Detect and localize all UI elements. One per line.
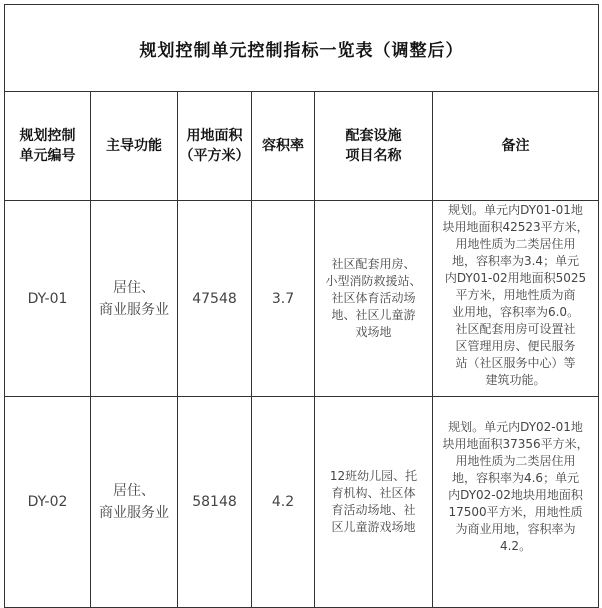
header-area: 用地面积 （平方米） bbox=[178, 92, 252, 201]
header-code: 规划控制 单元编号 bbox=[5, 92, 91, 201]
row-note: 规划。单元内DY02-01地 块用地面积37356平方米， 用地性质为二类居住用 地，容积率为4.6；单元 内DY02-02地块用地面积 17500平方米，用地性质 为商业用地，容积率为 4.2。 bbox=[433, 397, 599, 608]
row-code: DY-02 bbox=[5, 397, 91, 608]
table-title: 规划控制单元控制指标一览表（调整后） bbox=[5, 5, 599, 92]
header-far: 容积率 bbox=[252, 92, 315, 201]
row-area: 58148 bbox=[178, 397, 252, 608]
row-code: DY-01 bbox=[5, 201, 91, 397]
row-area: 47548 bbox=[178, 201, 252, 397]
row-function: 居住、 商业服务业 bbox=[91, 397, 178, 608]
header-facilities: 配套设施 项目名称 bbox=[315, 92, 433, 201]
header-row bbox=[5, 92, 599, 201]
control-index-table bbox=[4, 4, 599, 608]
row-note: 规划。单元内DY01-01地 块用地面积42523平方米， 用地性质为二类居住用 地，容积率为3.4；单元 内DY01-02用地面积5025 平方米，用地性质为商 业用地，容积率为6.0。 社区配套用房可设置社 区管理用房、便民服务 站（社区服务中心）等 建筑功能。 bbox=[433, 201, 599, 397]
table-row bbox=[5, 201, 599, 397]
header-note: 备注 bbox=[433, 92, 599, 201]
table-row bbox=[5, 397, 599, 608]
row-function: 居住、 商业服务业 bbox=[91, 201, 178, 397]
row-facilities: 社区配套用房、 小型消防救援站、 社区体育活动场 地、社区儿童游 戏场地 bbox=[315, 201, 433, 397]
header-function: 主导功能 bbox=[91, 92, 178, 201]
row-far: 3.7 bbox=[252, 201, 315, 397]
row-far: 4.2 bbox=[252, 397, 315, 608]
row-facilities: 12班幼儿园、托 育机构、社区体 育活动场地、社 区儿童游戏场地 bbox=[315, 397, 433, 608]
